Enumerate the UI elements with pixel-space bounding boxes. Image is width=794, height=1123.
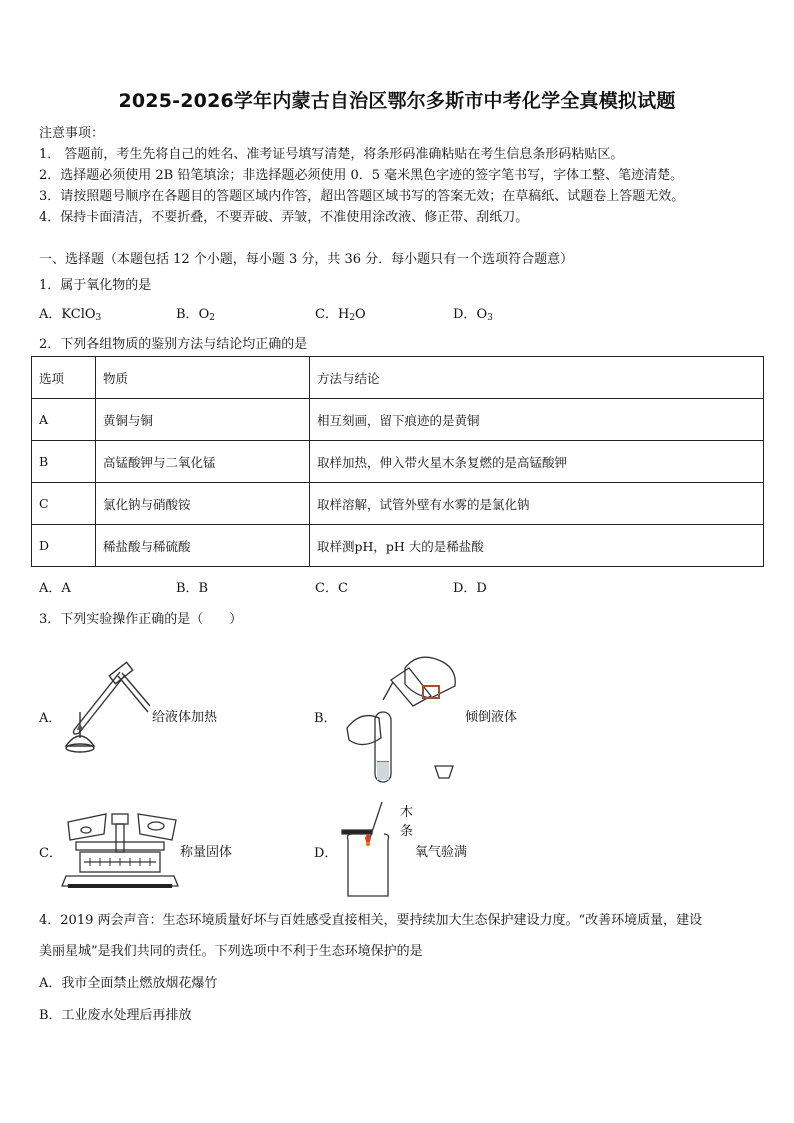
q3-option-b-letter[interactable]: B． — [314, 711, 337, 726]
notice-item-3: 3．请按照题号顺序在各题目的答题区域内作答，超出答题区域书写的答案无效；在草稿纸、试题卷上答题无效。 — [39, 189, 685, 204]
q4-option-a[interactable]: A．我市全面禁止燃放烟花爆竹 — [39, 976, 218, 991]
q1-option-d[interactable]: D．$O_3$ — [453, 307, 493, 323]
page-title: 2025-2026学年内蒙古自治区鄂尔多斯市中考化学全真模拟试题 — [118, 90, 676, 112]
q3-option-c-caption: 称量固体 — [180, 845, 233, 860]
balance-scale-illustration — [60, 800, 180, 892]
table-cell: 黄铜与铜 — [96, 399, 310, 441]
header-cell: 选项 — [32, 357, 96, 399]
table-cell: 相互刻画，留下痕迹的是黄铜 — [310, 399, 764, 441]
notice-heading: 注意事项： — [39, 126, 105, 141]
header-cell: 方法与结论 — [310, 357, 764, 399]
wood-stick-label-1: 木 — [400, 805, 414, 820]
table-cell: 稀盐酸与稀硫酸 — [96, 525, 310, 567]
table-header-row — [32, 357, 764, 399]
table-cell: C — [32, 483, 96, 525]
q3-option-b-caption: 倾倒液体 — [465, 710, 518, 725]
q4-stem-line2: 美丽星城”是我们共同的责任。下列选项中不利于生态环境保护的是 — [39, 944, 423, 959]
q2-stem: 2．下列各组物质的鉴别方法与结论均正确的是 — [39, 337, 308, 352]
table-row — [32, 441, 764, 483]
wood-stick-label-2: 条 — [400, 824, 414, 839]
notice-item-4: 4．保持卡面清洁，不要折叠，不要弄破、弄皱，不准使用涂改液、修正带、刮纸刀。 — [39, 210, 529, 225]
table-cell: A — [32, 399, 96, 441]
q3-option-c-letter[interactable]: C． — [39, 846, 62, 861]
q1-option-a[interactable]: A．KClO$_3$ — [39, 307, 102, 323]
q2-option-a[interactable]: A．A — [39, 581, 71, 596]
heating-liquid-illustration — [60, 660, 150, 760]
section-heading: 一、选择题（本题包括 12 个小题，每小题 3 分，共 36 分．每小题只有一个选项符合题意） — [39, 252, 574, 267]
notice-item-1: 1． 答题前，考生先将自己的姓名、准考证号填写清楚，将条形码准确粘贴在考生信息条形码粘贴区。 — [39, 147, 624, 162]
table-cell: 氯化钠与硝酸铵 — [96, 483, 310, 525]
q3-option-a-caption: 给液体加热 — [152, 710, 218, 725]
oxygen-test-illustration — [338, 800, 408, 900]
q2-option-d[interactable]: D．D — [453, 581, 487, 596]
pouring-liquid-illustration — [335, 640, 465, 790]
table-row — [32, 483, 764, 525]
q3-option-d-caption: 氧气验满 — [415, 845, 468, 860]
table-cell: 高锰酸钾与二氧化锰 — [96, 441, 310, 483]
table-cell: B — [32, 441, 96, 483]
q3-stem: 3．下列实验操作正确的是（ ） — [39, 612, 243, 627]
q3-option-d-letter[interactable]: D． — [314, 846, 338, 861]
q3-option-a-letter[interactable]: A． — [39, 711, 62, 726]
q4-option-b[interactable]: B．工业废水处理后再排放 — [39, 1008, 192, 1023]
table-cell: 取样溶解，试管外壁有水雾的是氯化钠 — [310, 483, 764, 525]
q1-option-c[interactable]: C．$H_2O$ — [315, 307, 366, 323]
table-cell: 取样加热，伸入带火星木条复燃的是高锰酸钾 — [310, 441, 764, 483]
q4-stem-line1: 4．2019 两会声音：生态环境质量好坏与百姓感受直接相关，要持续加大生态保护建设力度。“改善环境质量，建设 — [39, 913, 703, 928]
header-cell: 物质 — [96, 357, 310, 399]
q1-stem: 1．属于氧化物的是 — [39, 278, 152, 293]
q2-option-b[interactable]: B．B — [176, 581, 209, 596]
table-row — [32, 525, 764, 567]
q2-table — [31, 356, 764, 567]
q2-option-c[interactable]: C．C — [315, 581, 348, 596]
notice-item-2: 2．选择题必须使用 2B 铅笔填涂；非选择题必须使用 0．5 毫米黑色字迹的签字笔书写，字体工整、笔迹清楚。 — [39, 168, 684, 183]
q1-option-b[interactable]: B．$O_2$ — [176, 307, 215, 323]
table-cell: D — [32, 525, 96, 567]
table-cell: 取样测pH，pH 大的是稀盐酸 — [310, 525, 764, 567]
table-row — [32, 399, 764, 441]
